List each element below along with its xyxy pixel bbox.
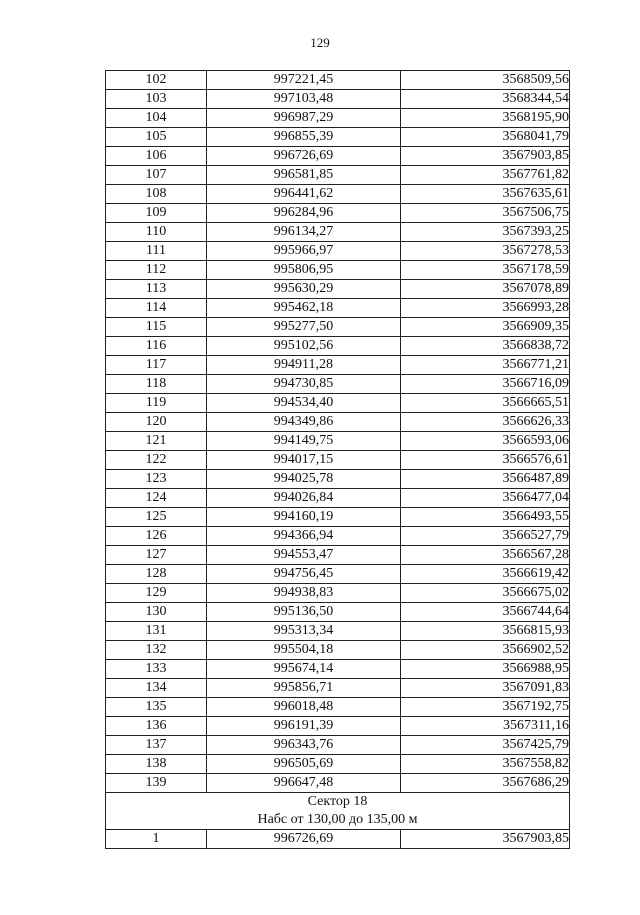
table-row: [106, 451, 570, 470]
point-number-cell: 117: [106, 356, 207, 375]
y-coordinate-cell: 3567278,53: [401, 242, 570, 261]
point-number-cell: 105: [106, 128, 207, 147]
point-number-cell: 114: [106, 299, 207, 318]
y-coordinate-cell: 3566838,72: [401, 337, 570, 356]
table-row: [106, 71, 570, 90]
point-number-cell: 103: [106, 90, 207, 109]
x-coordinate-cell: 995277,50: [207, 318, 401, 337]
y-coordinate-cell: 3567192,75: [401, 698, 570, 717]
table-row: [106, 622, 570, 641]
table-row: [106, 660, 570, 679]
table-row: [106, 584, 570, 603]
x-coordinate-cell: 994026,84: [207, 489, 401, 508]
x-coordinate-cell: 996647,48: [207, 774, 401, 793]
point-number-cell: 129: [106, 584, 207, 603]
table-row: [106, 736, 570, 755]
x-coordinate-cell: 994149,75: [207, 432, 401, 451]
y-coordinate-cell: 3567761,82: [401, 166, 570, 185]
x-coordinate-cell: 994730,85: [207, 375, 401, 394]
table-row: [106, 546, 570, 565]
point-number-cell: 119: [106, 394, 207, 413]
table-row: [106, 90, 570, 109]
x-coordinate-cell: 995806,95: [207, 261, 401, 280]
y-coordinate-cell: 3567635,61: [401, 185, 570, 204]
x-coordinate-cell: 995313,34: [207, 622, 401, 641]
point-number-cell: 126: [106, 527, 207, 546]
table-row: [106, 280, 570, 299]
y-coordinate-cell: 3566675,02: [401, 584, 570, 603]
x-coordinate-cell: 995102,56: [207, 337, 401, 356]
x-coordinate-cell: 994911,28: [207, 356, 401, 375]
y-coordinate-cell: 3567903,85: [401, 830, 570, 849]
point-number-cell: 133: [106, 660, 207, 679]
y-coordinate-cell: 3567393,25: [401, 223, 570, 242]
x-coordinate-cell: 996581,85: [207, 166, 401, 185]
table-row: [106, 394, 570, 413]
table-row: [106, 527, 570, 546]
x-coordinate-cell: 996505,69: [207, 755, 401, 774]
table-row: [106, 641, 570, 660]
x-coordinate-cell: 997221,45: [207, 71, 401, 90]
y-coordinate-cell: 3567078,89: [401, 280, 570, 299]
y-coordinate-cell: 3566626,33: [401, 413, 570, 432]
point-number-cell: 108: [106, 185, 207, 204]
table-row: [106, 166, 570, 185]
y-coordinate-cell: 3566527,79: [401, 527, 570, 546]
x-coordinate-cell: 995462,18: [207, 299, 401, 318]
sector-title: Сектор 18: [307, 794, 368, 809]
point-number-cell: 118: [106, 375, 207, 394]
table-row: [106, 413, 570, 432]
table-row: [106, 318, 570, 337]
y-coordinate-cell: 3567506,75: [401, 204, 570, 223]
table-row: [106, 147, 570, 166]
table-row: [106, 375, 570, 394]
x-coordinate-cell: 995674,14: [207, 660, 401, 679]
point-number-cell: 113: [106, 280, 207, 299]
x-coordinate-cell: 996343,76: [207, 736, 401, 755]
point-number-cell: 127: [106, 546, 207, 565]
table-row: [106, 204, 570, 223]
x-coordinate-cell: 994349,86: [207, 413, 401, 432]
y-coordinate-cell: 3566902,52: [401, 641, 570, 660]
point-number-cell: 102: [106, 71, 207, 90]
x-coordinate-cell: 995630,29: [207, 280, 401, 299]
page-number: 129: [310, 35, 330, 50]
point-number-cell: 132: [106, 641, 207, 660]
point-number-cell: 125: [106, 508, 207, 527]
y-coordinate-cell: 3567178,59: [401, 261, 570, 280]
y-coordinate-cell: 3567425,79: [401, 736, 570, 755]
point-number-cell: 115: [106, 318, 207, 337]
table-row: [106, 470, 570, 489]
table-row: [106, 565, 570, 584]
x-coordinate-cell: 996855,39: [207, 128, 401, 147]
table-row: [106, 128, 570, 147]
table-row: [106, 698, 570, 717]
y-coordinate-cell: 3567903,85: [401, 147, 570, 166]
y-coordinate-cell: 3566487,89: [401, 470, 570, 489]
sector-header-row: [106, 793, 570, 830]
y-coordinate-cell: 3566576,61: [401, 451, 570, 470]
point-number-cell: 121: [106, 432, 207, 451]
x-coordinate-cell: 995504,18: [207, 641, 401, 660]
x-coordinate-cell: 994017,15: [207, 451, 401, 470]
table-row: [106, 261, 570, 280]
point-number-cell: 131: [106, 622, 207, 641]
point-number-cell: 130: [106, 603, 207, 622]
y-coordinate-cell: 3566567,28: [401, 546, 570, 565]
point-number-cell: 124: [106, 489, 207, 508]
x-coordinate-cell: 995966,97: [207, 242, 401, 261]
table-row: [106, 299, 570, 318]
point-number-cell: 112: [106, 261, 207, 280]
y-coordinate-cell: 3566771,21: [401, 356, 570, 375]
coordinates-table-body: [106, 71, 570, 849]
y-coordinate-cell: 3566593,06: [401, 432, 570, 451]
y-coordinate-cell: 3566909,35: [401, 318, 570, 337]
table-row: [106, 337, 570, 356]
point-number-cell: 139: [106, 774, 207, 793]
sector-subtitle: Набс от 130,00 до 135,00 м: [257, 812, 418, 827]
x-coordinate-cell: 994025,78: [207, 470, 401, 489]
y-coordinate-cell: 3567558,82: [401, 755, 570, 774]
y-coordinate-cell: 3568041,79: [401, 128, 570, 147]
y-coordinate-cell: 3566988,95: [401, 660, 570, 679]
x-coordinate-cell: 994534,40: [207, 394, 401, 413]
point-number-cell: 128: [106, 565, 207, 584]
point-number-cell: 120: [106, 413, 207, 432]
x-coordinate-cell: 996134,27: [207, 223, 401, 242]
point-number-cell: 1: [106, 830, 207, 849]
y-coordinate-cell: 3568195,90: [401, 109, 570, 128]
table-row: [106, 717, 570, 736]
y-coordinate-cell: 3566493,55: [401, 508, 570, 527]
point-number-cell: 135: [106, 698, 207, 717]
y-coordinate-cell: 3566815,93: [401, 622, 570, 641]
point-number-cell: 116: [106, 337, 207, 356]
y-coordinate-cell: 3568509,56: [401, 71, 570, 90]
y-coordinate-cell: 3567686,29: [401, 774, 570, 793]
x-coordinate-cell: 996191,39: [207, 717, 401, 736]
y-coordinate-cell: 3566665,51: [401, 394, 570, 413]
point-number-cell: 134: [106, 679, 207, 698]
point-number-cell: 138: [106, 755, 207, 774]
x-coordinate-cell: 995136,50: [207, 603, 401, 622]
table-row: [106, 432, 570, 451]
point-number-cell: 111: [106, 242, 207, 261]
sector-header-cell: [106, 793, 570, 830]
x-coordinate-cell: 994938,83: [207, 584, 401, 603]
table-row: [106, 109, 570, 128]
table-row: [106, 185, 570, 204]
x-coordinate-cell: 994160,19: [207, 508, 401, 527]
x-coordinate-cell: 994553,47: [207, 546, 401, 565]
y-coordinate-cell: 3568344,54: [401, 90, 570, 109]
table-row: [106, 508, 570, 527]
point-number-cell: 110: [106, 223, 207, 242]
y-coordinate-cell: 3566993,28: [401, 299, 570, 318]
point-number-cell: 109: [106, 204, 207, 223]
x-coordinate-cell: 996987,29: [207, 109, 401, 128]
point-number-cell: 122: [106, 451, 207, 470]
x-coordinate-cell: 996726,69: [207, 830, 401, 849]
x-coordinate-cell: 994366,94: [207, 527, 401, 546]
x-coordinate-cell: 997103,48: [207, 90, 401, 109]
point-number-cell: 136: [106, 717, 207, 736]
x-coordinate-cell: 996284,96: [207, 204, 401, 223]
point-number-cell: 107: [106, 166, 207, 185]
x-coordinate-cell: 995856,71: [207, 679, 401, 698]
table-row: [106, 223, 570, 242]
point-number-cell: 104: [106, 109, 207, 128]
table-row: [106, 755, 570, 774]
table-row: [106, 679, 570, 698]
y-coordinate-cell: 3566477,04: [401, 489, 570, 508]
y-coordinate-cell: 3566716,09: [401, 375, 570, 394]
table-row: [106, 830, 570, 849]
point-number-cell: 123: [106, 470, 207, 489]
table-row: [106, 356, 570, 375]
y-coordinate-cell: 3567091,83: [401, 679, 570, 698]
y-coordinate-cell: 3566744,64: [401, 603, 570, 622]
x-coordinate-cell: 996726,69: [207, 147, 401, 166]
table-row: [106, 489, 570, 508]
y-coordinate-cell: 3566619,42: [401, 565, 570, 584]
table-row: [106, 774, 570, 793]
y-coordinate-cell: 3567311,16: [401, 717, 570, 736]
table-row: [106, 242, 570, 261]
table-row: [106, 603, 570, 622]
point-number-cell: 106: [106, 147, 207, 166]
x-coordinate-cell: 994756,45: [207, 565, 401, 584]
point-number-cell: 137: [106, 736, 207, 755]
x-coordinate-cell: 996441,62: [207, 185, 401, 204]
x-coordinate-cell: 996018,48: [207, 698, 401, 717]
coordinates-table: [105, 70, 570, 849]
